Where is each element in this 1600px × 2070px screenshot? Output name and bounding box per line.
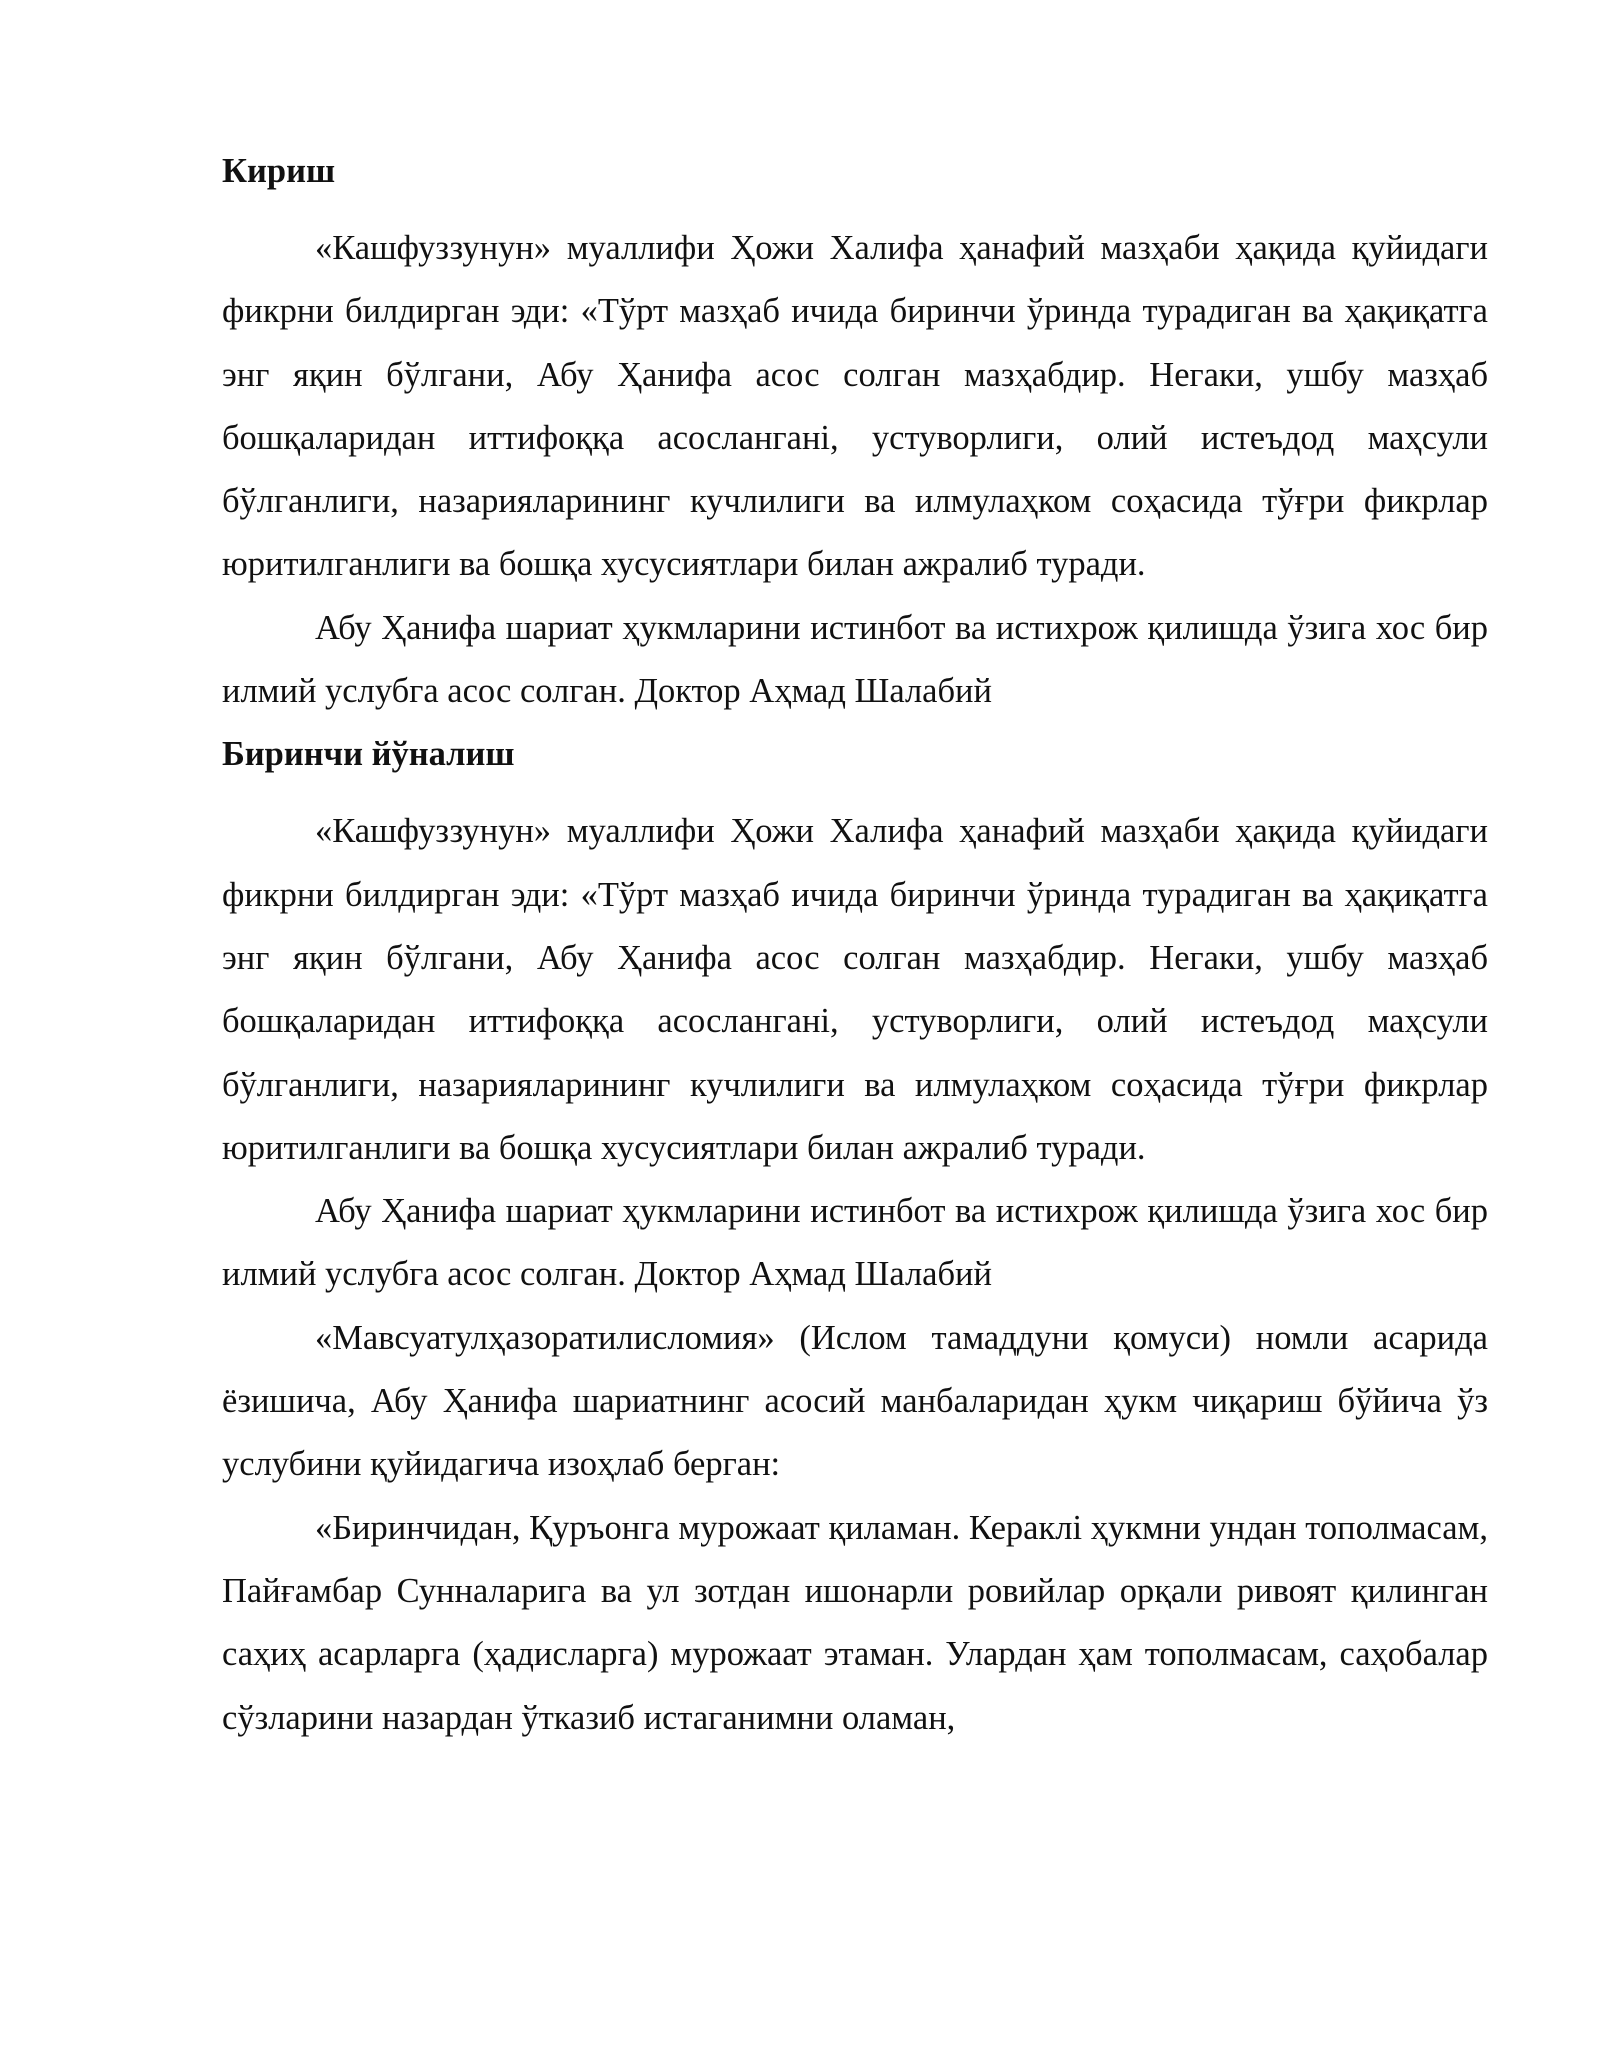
section-heading-intro: Кириш — [222, 152, 336, 190]
document-body — [222, 140, 1488, 1750]
section-heading-first-direction: Биринчи йўналиш — [222, 735, 515, 774]
paragraph: «Мавсуатулҳазоратилисломия» (Ислом тамаддуни қомуси) номли асарида ёзишича, Абу Ҳанифа шариатнинг асосий манбаларидан ҳукм чиқариш бўйича ўз услубини қуйидагича изоҳлаб берган: — [222, 1318, 1488, 1484]
paragraph: «Кашфуззунун» муаллифи Ҳожи Халифа ҳанафий мазҳаби ҳақида қуйидаги фикрни билдирган эди: «Тўрт мазҳаб ичида биринчи ўринда турадиган ва ҳақиқатга энг яқин бўлгани, Абу Ҳанифа асос солган мазҳабдир. Негаки, ушбу мазҳаб бошқаларидан иттифоққа асосланганi, устуворлиги, олий истеъдод маҳсули бўлганлиги, назарияларининг кучлилиги ва илмулаҳком соҳасида тўғри фикрлар юритилганлиги ва бошқа хусусиятлари билан ажралиб туради. — [222, 812, 1488, 1167]
paragraph: Абу Ҳанифа шариат ҳукмларини истинбот ва истихрож қилишда ўзига хос бир илмий услубга асос солган. Доктор Аҳмад Шалабий — [222, 1192, 1488, 1294]
paragraph: Абу Ҳанифа шариат ҳукмларини истинбот ва истихрож қилишда ўзига хос бир илмий услубга асос солган. Доктор Аҳмад Шалабий — [222, 608, 1488, 711]
paragraph: «Кашфуззунун» муаллифи Ҳожи Халифа ҳанафий мазҳаби ҳақида қуйидаги фикрни билдирган эди: «Тўрт мазҳаб ичида биринчи ўринда турадиган ва ҳақиқатга энг яқин бўлгани, Абу Ҳанифа асос солган мазҳабдир. Негаки, ушбу мазҳаб бошқаларидан иттифоққа асосланганi, устуворлиги, олий истеъдод маҳсули бўлганлиги, назарияларининг кучлилиги ва илмулаҳком соҳасида тўғри фикрлар юритилганлиги ва бошқа хусусиятлари билан ажралиб туради. — [222, 229, 1488, 584]
paragraph: «Биринчидан, Қуръонга мурожаат қиламан. Кераклi ҳукмни ундан тополмасам, Пайғамбар Сунналарига ва ул зотдан ишонарли ровийлар орқали ривоят қилинган саҳиҳ асарларга (ҳадисларга) мурожаат этаман. Улардан ҳам тополмасам, саҳобалар сўзларини назардан ўтказиб истаганимни оламан, — [222, 1508, 1488, 1737]
